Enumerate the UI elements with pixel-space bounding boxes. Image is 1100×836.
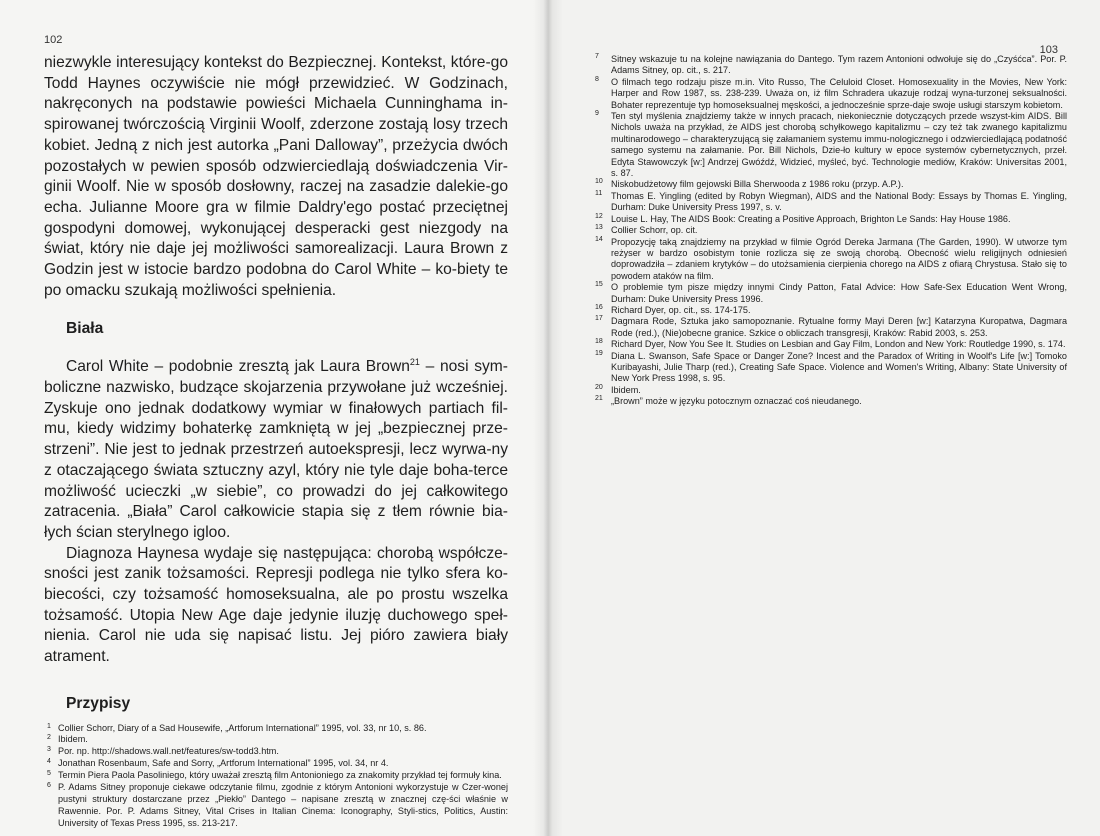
footnote-number: 7 <box>595 53 599 60</box>
footnote-item <box>597 225 1067 236</box>
section-heading-biala: Biała <box>66 320 104 338</box>
footnote-item <box>597 316 1067 339</box>
paragraph: Diagnoza Haynesa wydaje się następująca: chorobą współcze-sności jest zanik tożsamości. Represji podlega nie tylko sfera ko-biecości, czy tożsamość homoseksualna, ale po prostu wszelka tożsamość. Utopia New Age daje jedynie iluzję duchowego speł-nienia. Carol nie uda się napisać listu. Jej pióro zawiera biały atrament. <box>44 544 508 666</box>
page-number-left: 102 <box>44 34 63 46</box>
footnote-number: 14 <box>595 235 603 243</box>
footnote-number: 10 <box>595 178 603 186</box>
book-gutter <box>533 0 563 836</box>
footnote-text: Louise L. Hay, The AIDS Book: Creating a Positive Approach, Brighton Le Sands: Hay House 1986. <box>611 213 1011 224</box>
page-number-right: 103 <box>1039 44 1058 56</box>
footnote-text: Richard Dyer, op. cit., ss. 174-175. <box>611 304 751 315</box>
footnote-list-left <box>44 723 508 830</box>
footnote-item <box>597 54 1067 77</box>
paragraph <box>44 352 508 544</box>
footnote-text: „Brown” może w języku potocznym oznaczać coś nieudanego. <box>611 396 862 407</box>
footnote-number: 5 <box>47 770 51 778</box>
footnote-item <box>44 746 508 758</box>
paragraph: niezwykle interesujący kontekst do Bezpiecznej. Kontekst, które-go Todd Haynes oczywiście nie mógł przewidzieć. W Godzinach, nakręconych na podstawie powieści Michaela Cunninghama in-spirowanej twórczością Virginii Woolf, zderzone zostają losy trzech kobiet. Jedną z nich jest autorka „Pani Dalloway”, przeżycia dwóch pozostałych w pewien sposób odzwierciedlają doświadczenia Vir-ginii Woolf. Nie w sposób dosłowny, raczej na zasadzie dalekie-go echa. Julianne Moore gra w filmie Daldry'ego postać przeciętnej gospodyni domowej, wykonującej desperacki gest niezgody na świat, który nie daje jej możliwości samorealizacji. Laura Brown z Godzin jest w istocie bardzo podobna do Carol White – ko-biety te po omacku szukają możliwości spełnienia. <box>44 54 508 299</box>
footnote-item <box>44 723 508 735</box>
left-body-text <box>44 53 508 830</box>
footnote-item <box>597 396 1067 407</box>
footnote-item <box>597 111 1067 179</box>
footnote-number: 6 <box>47 782 51 790</box>
footnote-text: Por. np. http://shadows.wall.net/features/sw-todd3.htm. <box>58 746 279 757</box>
paragraph-text: Carol White – podobnie zresztą jak Laura Brown <box>66 358 410 376</box>
section-heading-przypisy: Przypisy <box>66 694 131 712</box>
footnote-item <box>44 734 508 746</box>
footnote-number: 9 <box>595 110 599 118</box>
footnote-item <box>44 782 508 830</box>
footnote-number: 2 <box>47 734 51 742</box>
footnote-item <box>597 385 1067 396</box>
footnote-list-right <box>597 54 1067 408</box>
left-page <box>0 0 548 836</box>
footnote-number: 15 <box>595 281 603 289</box>
footnote-text: Niskobudżetowy film gejowski Billa Sherwooda z 1986 roku (przyp. A.P.). <box>611 179 904 190</box>
footnote-item <box>597 191 1067 214</box>
footnote-text: Ibidem. <box>611 384 641 395</box>
footnote-number: 4 <box>47 758 51 766</box>
footnote-text: Jonathan Rosenbaum, Safe and Sorry, „Artforum International” 1995, vol. 34, nr 4. <box>58 758 389 769</box>
footnote-item <box>597 351 1067 385</box>
footnote-text: Ten styl myślenia znajdziemy także w innych pracach, niekoniecznie dotyczących przede wszyst-kim AIDS. Bill Nichols uważa na przykład, że AIDS jest chorobą schyłkowego kapitalizmu – czy też tak zwanego kapitalizmu multinarodowego – charakteryzującą się załamaniem systemu immu-nologicznego i odzwierciedlającą podatność samego systemu na załamanie. Por. Bill Nichols, Dzie-ło kultury w epoce systemów cybernetycznych, przeł. Edyta Stawowczyk [w:] Andrzej Gwóźdź, Widzieć, myśleć, być. Technologie mediów, Kraków: Universitas 2001, s. 87. <box>611 111 1067 179</box>
footnote-text: O problemie tym pisze między innymi Cindy Patton, Fatal Advice: How Safe-Sex Education Went Wrong, Durham: Duke University Press 1996. <box>611 282 1067 304</box>
footnote-text: Thomas E. Yingling (edited by Robyn Wiegman), AIDS and the National Body: Essays by Thomas E. Yingling, Durham: Duke University Press 1997, s. v. <box>611 190 1067 213</box>
footnote-number: 1 <box>47 722 51 730</box>
footnote-item <box>597 282 1067 305</box>
footnote-number: 20 <box>595 383 603 391</box>
footnote-number: 8 <box>595 75 599 83</box>
footnote-item <box>44 758 508 770</box>
footnote-number: 12 <box>595 212 603 220</box>
footnote-number: 19 <box>595 349 603 357</box>
footnote-number: 13 <box>595 224 603 232</box>
footnote-number: 18 <box>595 338 603 346</box>
footnote-item <box>597 179 1067 190</box>
footnote-number: 17 <box>595 315 603 323</box>
footnote-text: P. Adams Sitney proponuje ciekawe odczytanie filmu, zgodnie z którym Antonioni wykorzystuje w Czer-wonej pustyni struktury dostarczane przez „Piekło” Dantego – napisane zresztą w znacznej czę-ści właśnie w Rawennie. Por. P. Adams Sitney, Vital Crises in Italian Cinema: Iconography, Styli-stics, Politics, Austin: University of Texas Press 1995, ss. 213-217. <box>58 782 508 828</box>
footnote-item <box>597 305 1067 316</box>
footnote-text: Ibidem. <box>58 734 88 745</box>
footnote-item <box>597 237 1067 283</box>
footnote-text: Collier Schorr, op. cit. <box>611 225 698 236</box>
footnote-text: Termin Piera Paola Pasoliniego, który uważał zresztą film Antonioniego za znakomity przykład tej formuły kina. <box>58 770 502 781</box>
footnote-item <box>597 77 1067 111</box>
footnote-item <box>44 770 508 782</box>
footnote-item <box>597 214 1067 225</box>
footnote-ref: 21 <box>409 357 420 368</box>
footnote-number: 3 <box>47 746 51 754</box>
footnote-text: Propozycję taką znajdziemy na przykład w filmie Ogród Dereka Jarmana (The Garden, 1990). W utworze tym reżyser w bardzo osobistym tonie rozlicza się ze swoją chorobą. Obecność wielu religijnych odniesień doprowadziła – zdaniem krytyków – do utożsamienia cierpienia chorego na AIDS z ofiarą Chrystusa. Stało się to powodem ataków na film. <box>611 236 1067 281</box>
footnote-text: Richard Dyer, Now You See It. Studies on Lesbian and Gay Film, London and New York: Routledge 1990, s. 174. <box>611 339 1066 350</box>
footnote-number: 11 <box>595 189 603 197</box>
footnote-text: Dagmara Rode, Sztuka jako samopoznanie. Rytualne formy Mayi Deren [w:] Katarzyna Kuropatwa, Dagmara Rode (red.), (Nie)obecne granice. Szkice o obliczach transgresji, Kraków: Rabid 2003, s. 253. <box>611 316 1067 338</box>
footnote-text: O filmach tego rodzaju pisze m.in. Vito Russo, The Celuloid Closet. Homosexuality in the Movies, New York: Harper and Row 1987, ss. 238-239. Uważa on, iż film Schradera ukazuje rodzaj wyna-turzonej seksualności. Bohater reprezentuje typ homoseksualnej męskości, a jednocześnie sprze-daje swoje usługi starszym kobietom. <box>611 76 1067 110</box>
footnote-item <box>597 339 1067 350</box>
paragraph-text: – nosi sym-boliczne nazwisko, budzące skojarzenia przywołane już wcześniej. Zyskuje ono jednak dodatkowy wymiar w finałowych partiach fil-mu, kiedy widzimy bohaterkę zamkniętą w jej „bezpiecznej prze-strzeni”. Nie jest to jednak przestrzeń autoekspresji, lecz wyrwa-ny z otaczającego świata sztuczny azyl, który nie tyle daje boha-terce możliwość ucieczki „w siebie”, co prowadzi do jej całkowitego zatracenia. „Biała” Carol całkowicie stapia się z tłem równie bia-łych ścian sterylnego igloo. <box>44 358 508 541</box>
footnote-text: Sitney wskazuje tu na kolejne nawiązania do Dantego. Tym razem Antonioni odwołuje się do „Czyśćca”. Por. P. Adams Sitney, op. cit., s. 217. <box>611 54 1067 76</box>
footnote-text: Collier Schorr, Diary of a Sad Housewife, „Artforum International” 1995, vol. 33, nr 10, s. 86. <box>58 722 427 733</box>
footnote-number: 16 <box>595 303 603 311</box>
footnote-number: 21 <box>595 395 603 403</box>
footnote-text: Diana L. Swanson, Safe Space or Danger Zone? Incest and the Paradox of Writing in Woolf's Life [w:] Tomoko Kuribayashi, Julie Tharp (red.), Creating Safe Space. Violence and Women's Writing, Albany: State University of New York Press 1998, s. 95. <box>611 350 1067 384</box>
